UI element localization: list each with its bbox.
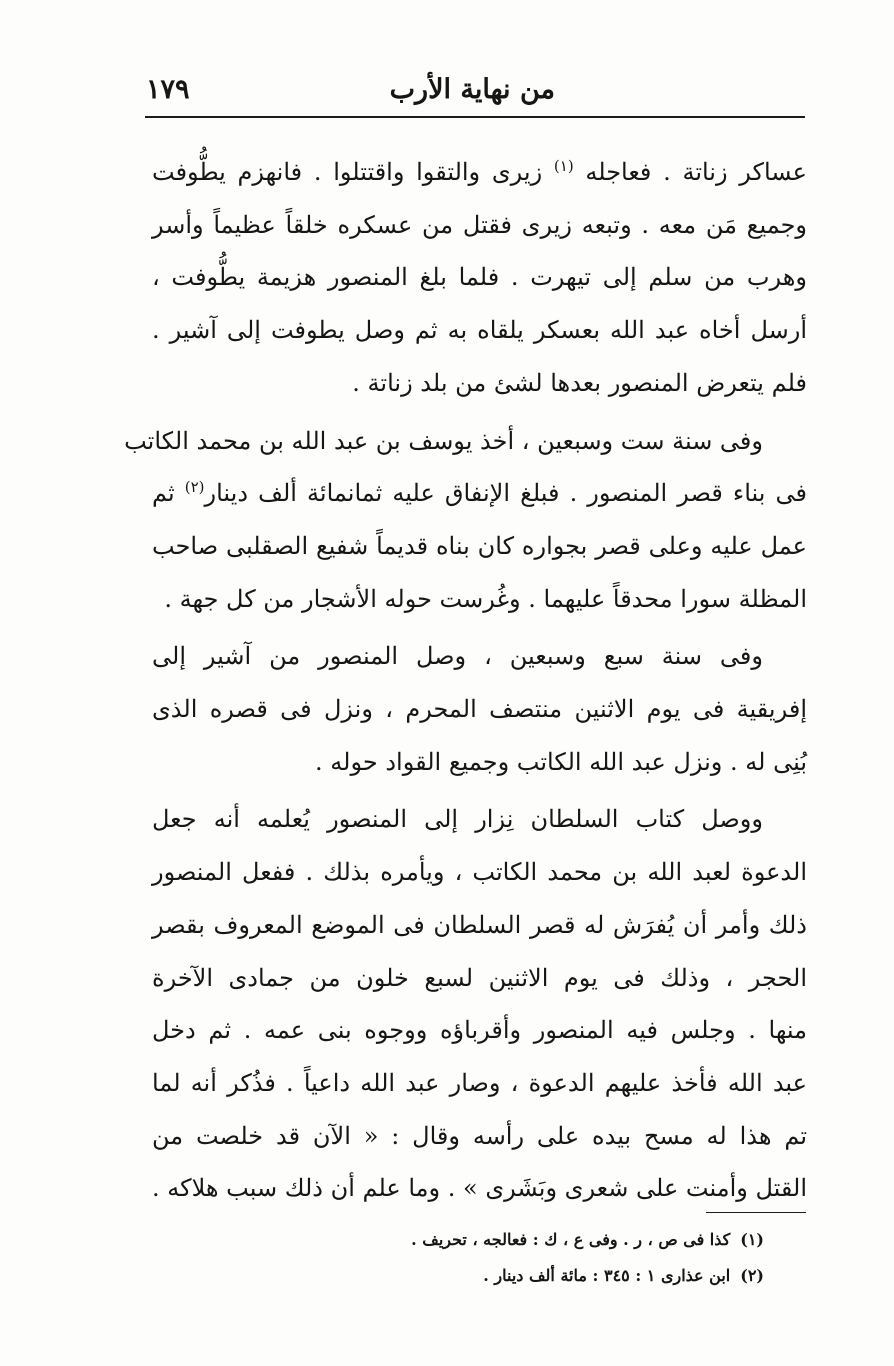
footnote-text: كذا فى ص ، ر . وفى ع ، ك : فعالجه ، تحريف . [411,1230,731,1249]
footnote-number: (٢) [740,1266,764,1285]
footnote-text: ابن عذارى ١ : ٣٤٥ : مائة ألف دينار . [483,1266,731,1285]
text-line: وجميع مَن معه . وتبعه زيرى فقتل من عسكره خلقاً عظيماً وأسر [152,210,807,239]
text-line: بُنِى له . ونزل عبد الله الكاتب وجميع القواد حوله . [315,747,807,776]
text-line: الدعوة لعبد الله بن محمد الكاتب ، ويأمره بذلك . ففعل المنصور [152,858,807,887]
paragraph-2 [124,415,807,626]
paragraph-1 [152,146,807,410]
text-segment: عساكر زناتة . فعاجله [585,158,808,186]
text-line: إفريقية فى يوم الاثنين منتصف المحرم ، ونزل فى قصره الذى [152,695,807,724]
footnote-2 [264,1258,764,1294]
text-line: عمل عليه وعلى قصر بجواره كان بناه قديماً شفيع الصقلبى صاحب [152,531,807,560]
text-line: أرسل أخاه عبد الله بعسكر يلقاه به ثم وصل يطوفت إلى آشير . [152,316,807,345]
footnote-number: (١) [740,1230,764,1249]
paragraph-4 [152,793,807,1215]
text-segment: فى بناء قصر المنصور . فبلغ الإنفاق عليه ثمانمائة ألف دينار [204,479,807,508]
text-line: ذلك وأمر أن يُفرَش له قصر السلطان فى الموضع المعروف بقصر [152,910,807,939]
text-segment: ثم [152,479,175,508]
text-line: وفى سنة سبع وسبعين ، وصل المنصور من آشير إلى [152,642,763,671]
footnotes [264,1222,764,1294]
page-number: ١٧٩ [146,74,190,105]
text-line: وفى سنة ست وسبعين ، أخذ يوسف بن عبد الله بن محمد الكاتب [124,426,763,455]
footnote-ref-1: (١) [553,157,574,175]
text-line [152,467,807,520]
text-line: ووصل كتاب السلطان نِزار إلى المنصور يُعلمه أنه جعل [152,805,763,834]
footnote-1 [264,1222,764,1258]
header-rule [145,116,805,118]
paragraph-3 [152,630,807,788]
text-line [152,146,807,199]
running-head [140,70,805,120]
text-line: منها . وجلس فيه المنصور وأقرباؤه ووجوه بنى عمه . ثم دخل [152,1016,807,1045]
footnote-ref-2: (٢) [184,478,205,497]
text-line: فلم يتعرض المنصور بعدها لشئ من بلد زناتة . [352,368,807,397]
text-line: الحجر ، وذلك فى يوم الاثنين لسبع خلون من جمادى الآخرة [152,963,807,992]
text-segment: زيرى والتقوا واقتتلوا . فانهزم يطُّوفت [152,158,543,186]
running-title: من نهاية الأرب [389,74,555,105]
footnote-rule [706,1212,806,1213]
text-line: عبد الله فأخذ عليهم الدعوة ، وصار عبد الله داعياً . فذُكر أنه لما [152,1068,807,1097]
text-line: المظلة سورا محدقاً عليهما . وغُرست حوله الأشجار من كل جهة . [164,584,807,613]
text-line: تم هذا له مسح بيده على رأسه وقال : « الآن قد خلصت من [152,1121,808,1150]
text-line: وهرب من سلم إلى تيهرت . فلما بلغ المنصور هزيمة يطُّوفت ، [152,263,807,292]
text-line: القتل وأمنت على شعرى وبَشَرى » . وما علم أن ذلك سبب هلاكه . [152,1174,807,1203]
main-text [124,146,808,1220]
